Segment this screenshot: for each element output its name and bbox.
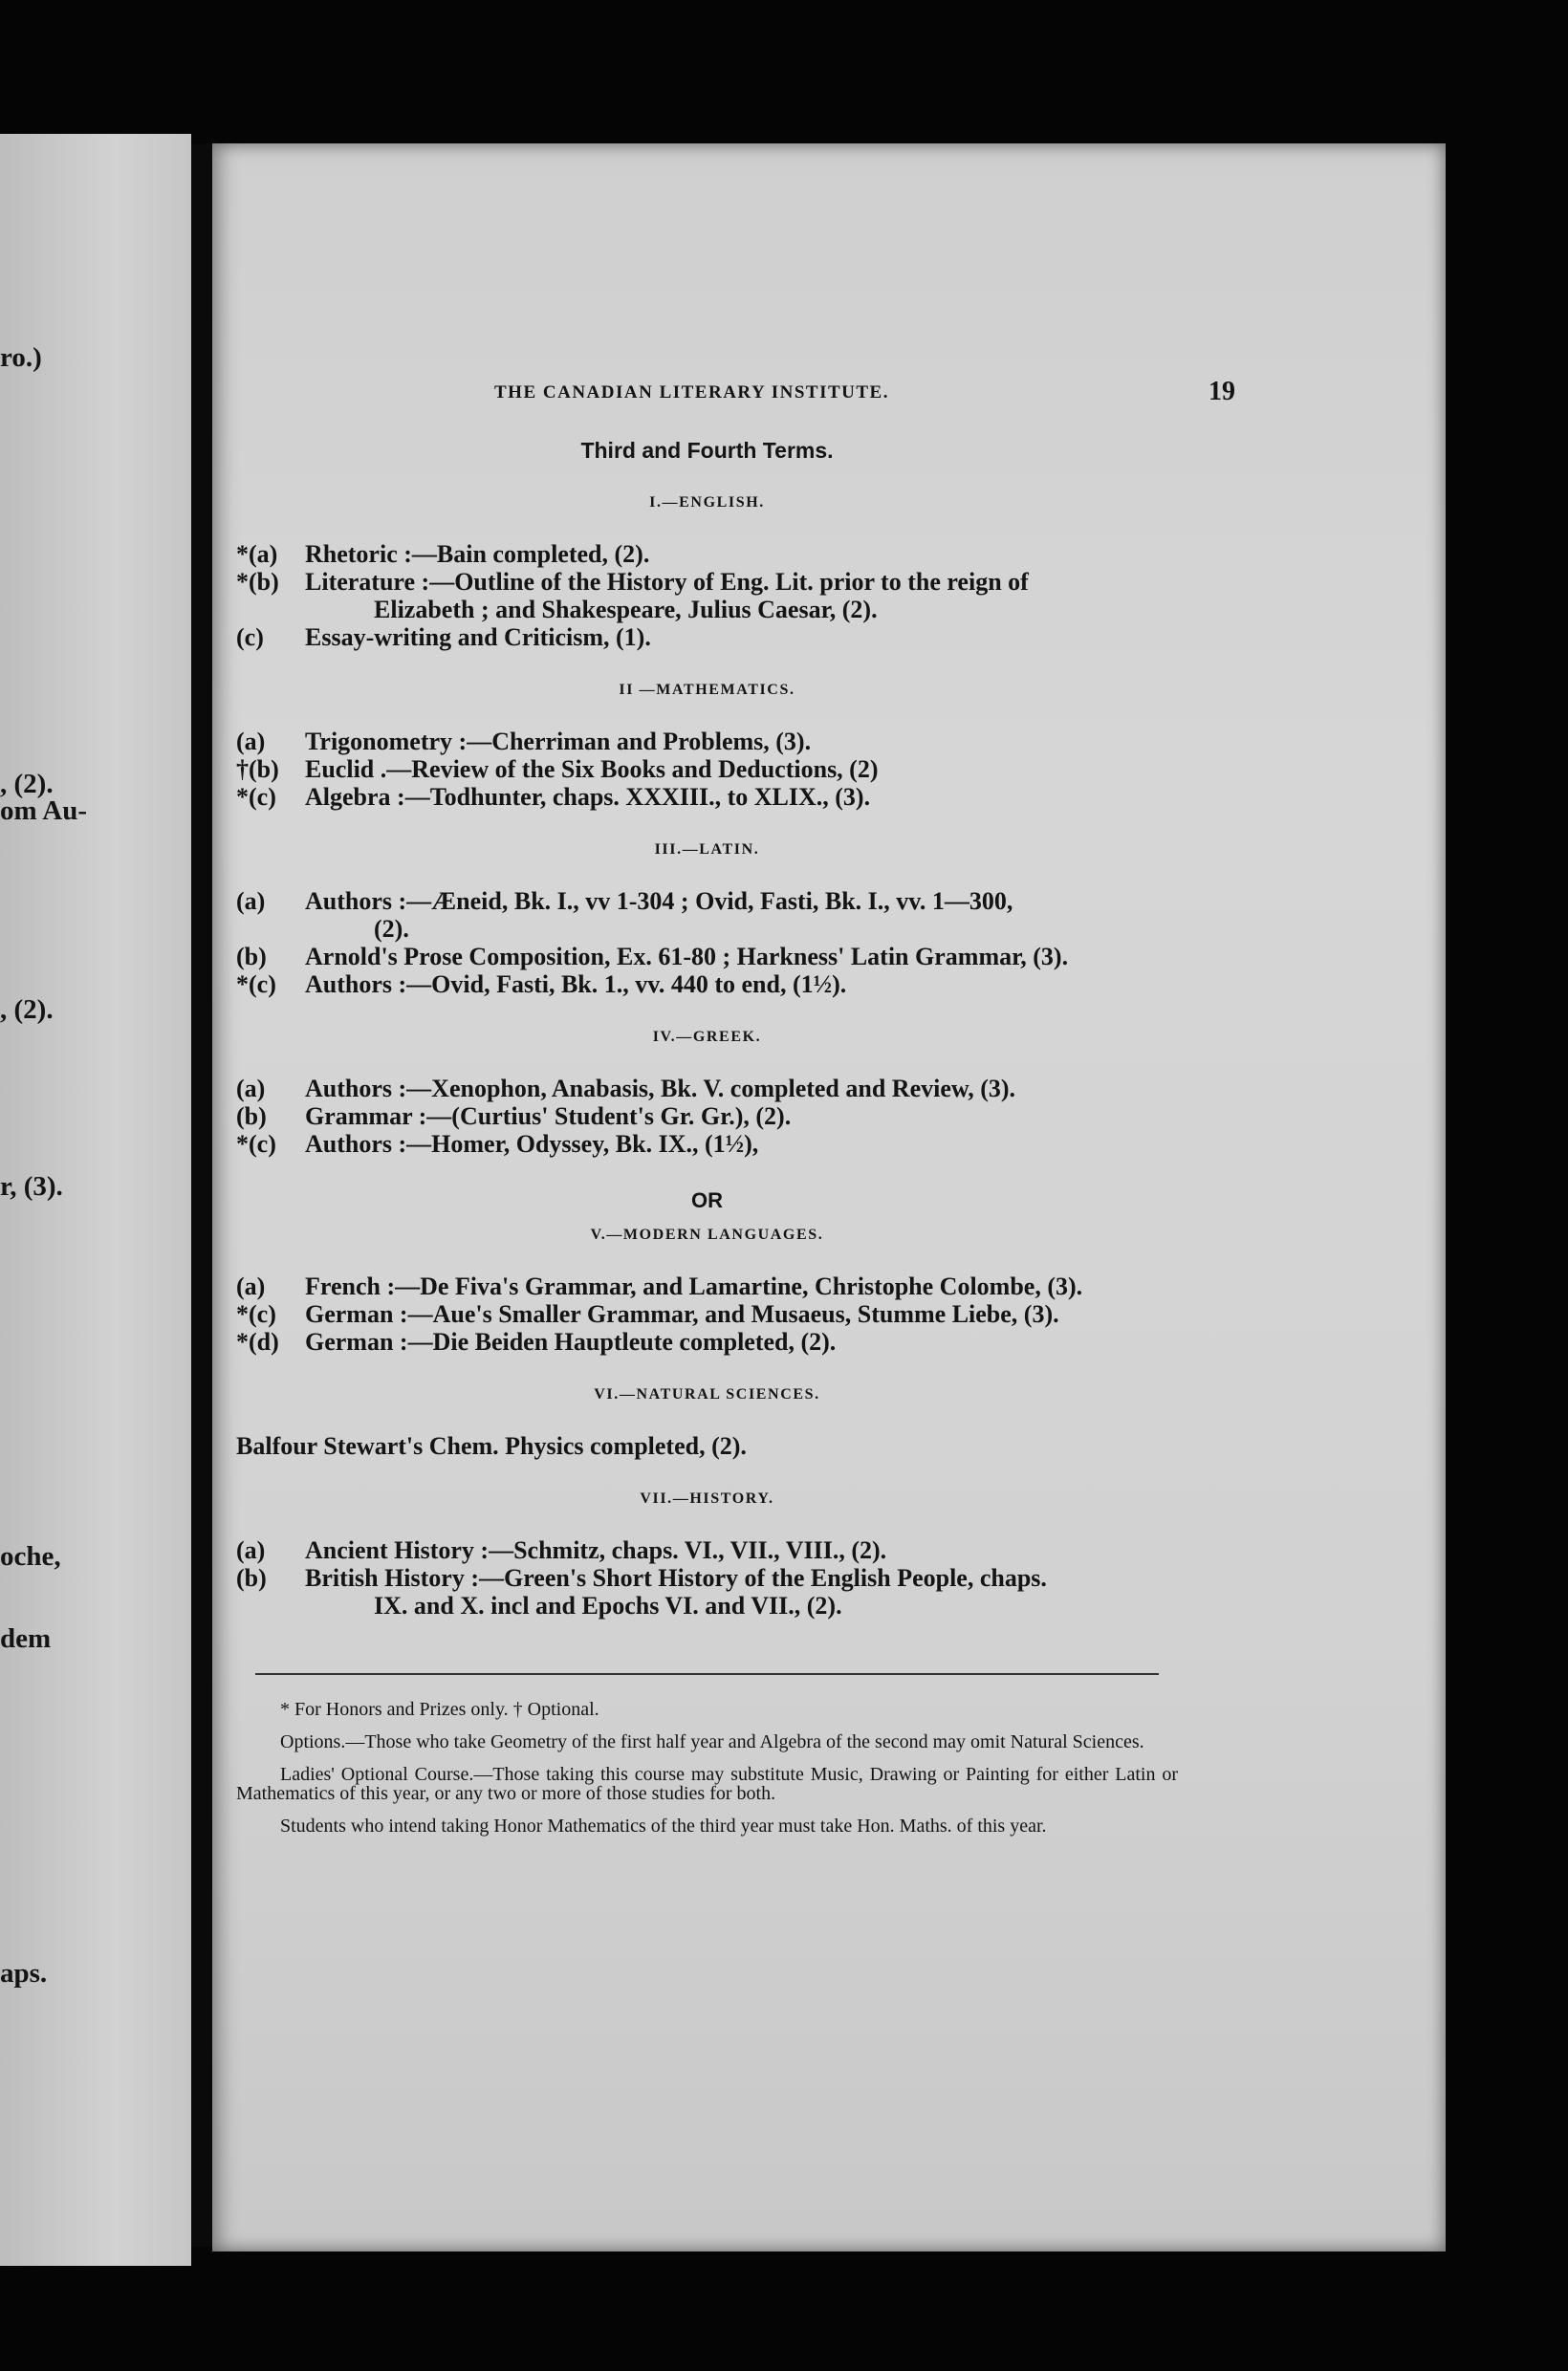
item-text: German :—Aue's Smaller Grammar, and Musaeus, Stumme Liebe, (3). <box>305 1300 1059 1328</box>
list-item <box>236 755 1178 783</box>
footnote-options: Options.—Those who take Geometry of the first half year and Algebra of the second may omit Natural Sciences. <box>280 1731 1144 1752</box>
item-marker: (a) <box>236 1536 266 1564</box>
item-text: Authors :—Æneid, Bk. I., vv 1-304 ; Ovid, Fasti, Bk. I., vv. 1—300, <box>305 887 1013 915</box>
item-text: Authors :—Xenophon, Anabasis, Bk. V. completed and Review, (3). <box>305 1075 1016 1102</box>
section-heading-modern-languages: V.—MODERN LANGUAGES. <box>590 1227 824 1243</box>
item-text: German :—Die Beiden Hauptleute completed, (2). <box>305 1328 837 1356</box>
history-items <box>236 1536 1178 1620</box>
item-text: French :—De Fiva's Grammar, and Lamartine, Christophe Colombe, (3). <box>305 1273 1083 1300</box>
item-marker: †(b) <box>236 755 279 783</box>
footnote-ladies-course: Ladies' Optional Course.—Those taking this course may substitute Music, Drawing or Painting for either Latin or Mathematics of this year, or any two or more of those studies for both. <box>236 1764 1178 1804</box>
list-item <box>236 623 1178 651</box>
item-text: Authors :—Homer, Odyssey, Bk. IX., (1½), <box>305 1130 759 1158</box>
section-heading-greek: IV.—GREEK. <box>652 1029 762 1045</box>
page-content <box>236 377 1235 1849</box>
greek-items <box>236 1075 1178 1158</box>
list-item <box>236 1130 1178 1158</box>
running-header <box>236 377 1235 421</box>
item-text: Trigonometry :—Cherriman and Problems, (3). <box>305 728 812 755</box>
item-text: Algebra :—Todhunter, chaps. XXXIII., to XLIX., (3). <box>305 783 871 811</box>
item-text: Essay-writing and Criticism, (1). <box>305 623 651 651</box>
item-text: Euclid .—Review of the Six Books and Deductions, (2) <box>305 755 879 783</box>
section-heading-latin: III.—LATIN. <box>654 841 760 858</box>
footnote-divider <box>255 1673 1159 1675</box>
left-fragment: r, (3). <box>0 1171 63 1202</box>
item-text: Rhetoric :—Bain completed, (2). <box>305 540 650 568</box>
item-marker: (a) <box>236 1273 266 1300</box>
item-marker: (b) <box>236 943 267 970</box>
item-marker: *(c) <box>236 1130 276 1158</box>
footnotes <box>236 1700 1178 1836</box>
item-continuation: IX. and X. incl and Epochs VI. and VII., (2). <box>374 1592 842 1620</box>
item-marker: (b) <box>236 1102 267 1130</box>
mathematics-items <box>236 728 1178 811</box>
list-item <box>236 1564 1178 1620</box>
item-marker: *(c) <box>236 1300 276 1328</box>
section-heading-history: VII.—HISTORY. <box>640 1490 774 1507</box>
section-heading-mathematics: II —MATHEMATICS. <box>619 682 795 698</box>
left-fragment: , (2). <box>0 769 54 799</box>
item-continuation: (2). <box>374 915 409 943</box>
item-text: Grammar :—(Curtius' Student's Gr. Gr.), (2). <box>305 1102 792 1130</box>
list-item <box>236 943 1178 970</box>
section-heading-english: I.—ENGLISH. <box>649 494 765 511</box>
natural-sciences-items <box>236 1432 1178 1460</box>
item-marker: (a) <box>236 887 266 915</box>
item-marker: (a) <box>236 1075 266 1102</box>
list-item <box>236 568 1178 623</box>
item-text: British History :—Green's Short History of the English People, chaps. <box>305 1564 1047 1592</box>
footnote-honors: Students who intend taking Honor Mathematics of the third year must take Hon. Maths. of this year. <box>280 1816 1047 1837</box>
item-marker: (a) <box>236 728 266 755</box>
list-item <box>236 970 1178 998</box>
item-text: Ancient History :—Schmitz, chaps. VI., VII., VIII., (2). <box>305 1536 887 1564</box>
left-fragment: aps. <box>0 1958 48 1989</box>
left-fragment: ro.) <box>0 342 42 373</box>
item-marker: *(b) <box>236 568 279 596</box>
list-item <box>236 887 1178 943</box>
list-item <box>236 1075 1178 1102</box>
item-marker: (c) <box>236 623 264 651</box>
list-item <box>236 1536 1178 1564</box>
left-fragment: om Au- <box>0 795 88 826</box>
list-item <box>236 1102 1178 1130</box>
item-marker: (b) <box>236 1564 267 1592</box>
list-item <box>236 540 1178 568</box>
item-marker: *(d) <box>236 1328 279 1356</box>
list-item <box>236 1328 1178 1356</box>
list-item <box>236 1273 1178 1300</box>
item-marker: *(c) <box>236 970 276 998</box>
or-separator: OR <box>691 1188 723 1212</box>
footnote-legend: * For Honors and Prizes only. † Optional. <box>280 1699 599 1720</box>
left-fragment: oche, <box>0 1541 61 1572</box>
list-item <box>236 728 1178 755</box>
list-item <box>236 1300 1178 1328</box>
english-items <box>236 540 1178 651</box>
latin-items <box>236 887 1178 998</box>
left-fragment: dem <box>0 1623 52 1654</box>
left-fragment: , (2). <box>0 994 54 1025</box>
item-text: Literature :—Outline of the History of Eng. Lit. prior to the reign of <box>305 568 1029 596</box>
running-title: THE CANADIAN LITERARY INSTITUTE. <box>494 382 889 402</box>
modern-languages-items <box>236 1273 1178 1356</box>
item-marker: *(a) <box>236 540 278 568</box>
item-continuation: Elizabeth ; and Shakespeare, Julius Caesar, (2). <box>374 596 878 623</box>
page-number: 19 <box>1209 377 1235 406</box>
section-heading-natural-sciences: VI.—NATURAL SCIENCES. <box>594 1386 820 1403</box>
previous-page-edge <box>0 134 191 2266</box>
document-page <box>212 143 1446 2251</box>
item-text: Arnold's Prose Composition, Ex. 61-80 ; Harkness' Latin Grammar, (3). <box>305 943 1069 970</box>
list-item <box>236 783 1178 811</box>
item-text: Authors :—Ovid, Fasti, Bk. 1., vv. 440 to end, (1½). <box>305 970 847 998</box>
item-marker: *(c) <box>236 783 276 811</box>
book-gutter <box>191 143 212 2247</box>
natural-sciences-text: Balfour Stewart's Chem. Physics completed, (2). <box>236 1432 747 1460</box>
terms-heading: Third and Fourth Terms. <box>580 438 834 463</box>
